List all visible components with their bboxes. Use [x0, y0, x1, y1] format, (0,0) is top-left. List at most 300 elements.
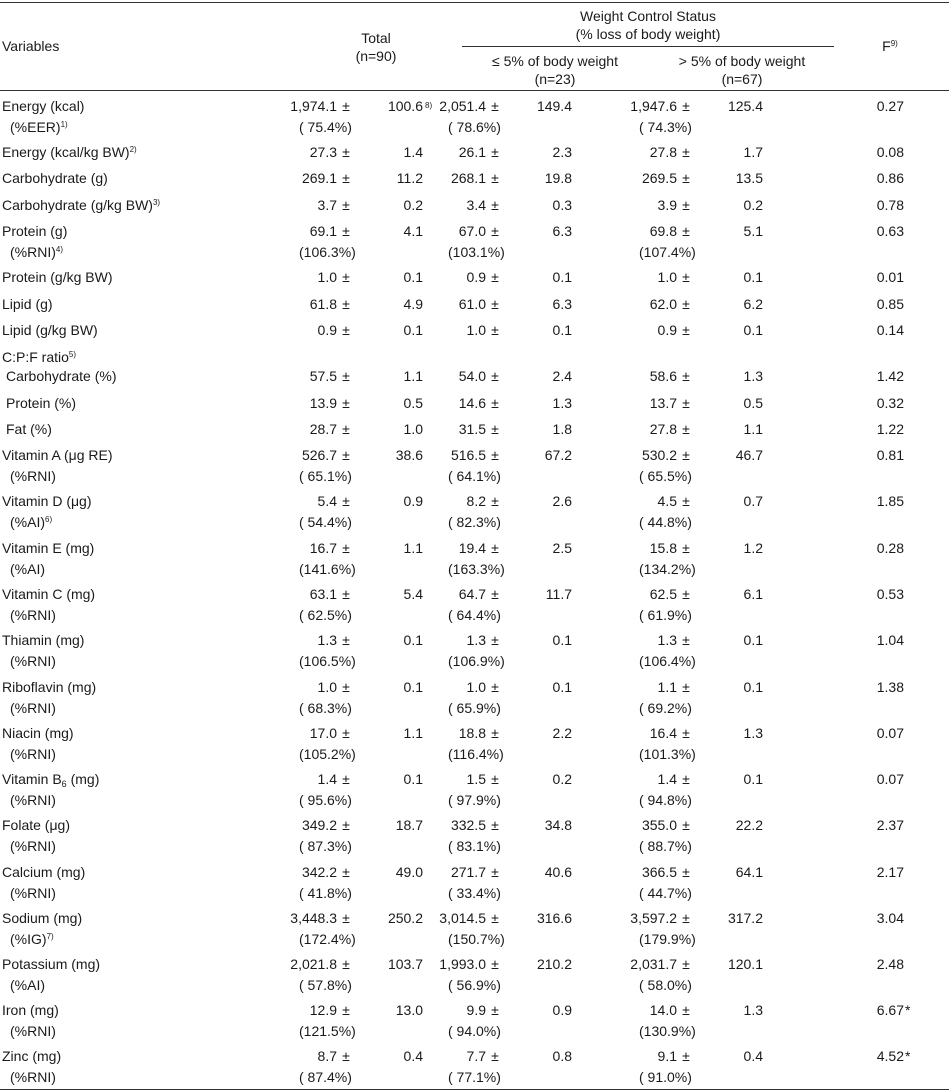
g1-percent: (150.7%)	[448, 931, 505, 947]
plus-minus-symbol: ±	[342, 864, 350, 880]
g1-percent: ( 65.9%)	[448, 700, 501, 716]
g2-mean: 0.9	[657, 322, 677, 338]
f-value: 0.28	[876, 540, 904, 556]
g2-percent: ( 94.8%)	[639, 792, 692, 808]
g2-mean: 1.4	[657, 771, 677, 787]
total-mean: 1.0	[317, 269, 337, 285]
row-sublabel	[2, 791, 56, 809]
plus-minus-symbol: ±	[342, 910, 350, 926]
row-label	[2, 97, 84, 115]
nutrient-intake-table: Variables Total (n=90) Weight Control Status (% loss of body weight) ≤ 5% of body weight (n=23) > 5% of body weight (n=67) $F^{9)}$ Energy (kcal) $(\%EER)^{1)}$ 1,974.1 ± 100.6 8) ( 75.4%) 2,051.4 ± 149.4 ( 78.6%) 1,947.6 ± 125.4 ( 74.3%) 0.27 Energy (kcal/kg BW)$^{2)}$ 27.3 ± 1.4 26.1 ± 2.3 27.8 ± 1.7 0.08 Carbohydrate (g) 269.1 ± 11.2 268.1 ± 19.8 269.5 ± 13.5 0.86 Carbohydrate (g/kg BW)$^{3)}$ 3.7 ± 0.2 3.4 ± 0.3 3.9 ± 0.2 0.78 Protein (g) $(\%RNI)^{4)}$ 69.1 ± 4.1 (106.3%) 67.0 ± 6.3 (103.1%) 69.8 ± 5.1 (107.4%) 0.63 Protein (g/kg BW) 1.0 ± 0.1 0.9 ± 0.1 1.0 ± 0.1 0.01 Lipid (g) 61.8 ± 4.9 61.0 ± 6.3 62.0 ± 6.2 0.85 Lipid (g/kg BW) 0.9 ± 0.1 1.0 ± 0.1 0.9 ± 0.1 0.14 C:P:F ratio$^{5)}$ Carbohydrate (%) 57.5 ± 1.1 54.0 ± 2.4 58.6 ± 1.3 1.42 Protein (%) 13.9 ± 0.5 14.6 ± 1.3 13.7 ± 0.5 0.32 Fat (%) 28.7 ± 1.0 31.5 ± 1.8 27.8 ± 1.1 1.22 Vitamin A (μg RE) (%RNI) 526.7 ± 38.6 ( 65.1%) 516.5 ± 67.2 ( 64.1%) 530.2 ± 46.7 ( 65.5%) 0.81 Vitamin D (μg) $(\%AI)^{6)}$ 5.4 ± 0.9 ( 54.4%) 8.2 ± 2.6 ( 82.3%) 4.5 ± 0.7 ( 44.8%) 1.85 Vitamin E (mg) (%AI) 16.7 ± 1.1 (141.6%) 19.4 ± 2.5 (163.3%) 15.8 ± 1.2 (134.2%) 0.28 Vitamin C (mg) (%RNI) 63.1 ± 5.4 ( 62.5%) 64.7 ± 11.7 ( 64.4%) 62.5 ± 6.1 ( 61.9%) 0.53 Thiamin (mg) (%RNI) 1.3 ± 0.1 (106.5%) 1.3 ± 0.1 (106.9%) 1.3 ± 0.1 (106.4%) 1.04 Riboflavin (mg) (%RNI) 1.0 ± 0.1 ( 68.3%) 1.0 ± 0.1 ( 65.9%) 1.1 ± 0.1 ( 69.2%) 1.38 Niacin (mg) (%RNI) 17.0 ± 1.1 (105.2%) 18.8 ± 2.2 (116.4%) 16.4 ± 1.3 (101.3%) 0.07 Vitamin $B_6$ (mg) (%RNI) 1.4 ± 0.1 ( 95.6%) 1.5 ± 0.2 ( 97.9%) 1.4 ± 0.1 ( 94.8%) 0.07 Folate (μg) (%RNI) 349.2 ± 18.7 ( 87.3%) 332.5 ± 34.8 ( 83.1%) 355.0 ± 22.2 ( 88.7%) 2.37 Calcium (mg) (%RNI) 342.2 ± 49.0 ( 41.8%) 271.7 ± 40.6 ( 33.4%) 366.5 ± 64.1 ( 44.7%) 2.17 Sodium (mg) $(\%IG)^{7)}$ 3,448.3 ± 250.2 (172.4%) 3,014.5 ± 316.6 (150.7%) 3,597.2 ± 317.2 (179.9%) 3.04 Potassium (mg) (%AI) 2,021.8 ± 103.7 ( 57.8%) 1,993.0 ± 210.2 ( 56.9%) 2,031.7 ± 120.1 ( 58.0%) 2.48 Iron (mg) (%RNI) 12.9 ± 13.0 (121.5%) 9.9 ± 0.9 ( 94.0%) 14.0 ± 1.3 (130.9%) 6.67 * Zinc (mg) (%RNI) 8.7 ± 0.4 ( 87.4%) 7.7 ± 0.8 ( 77.1%) 9.1 ± 0.4 ( 91.0%) 4.52 *	[0, 0, 949, 1092]
plus-minus-symbol: ±	[342, 223, 350, 239]
g1-percent: ( 94.0%)	[448, 1023, 501, 1039]
g1-percent: (116.4%)	[448, 746, 504, 762]
g1-mean: 26.1	[458, 144, 486, 160]
row-sublabel-text: (%AI)	[10, 514, 45, 530]
g1-sd: 2.3	[552, 144, 572, 160]
plus-minus-symbol: ±	[491, 771, 499, 787]
row-sublabel	[2, 1022, 56, 1040]
header-total	[316, 29, 436, 65]
plus-minus-symbol: ±	[491, 910, 499, 926]
plus-minus-symbol: ±	[491, 395, 499, 411]
total-mean: 342.2	[301, 864, 337, 880]
plus-minus-symbol: ±	[342, 1002, 350, 1018]
total-sd: 1.1	[403, 540, 423, 556]
plus-minus-symbol: ±	[342, 771, 350, 787]
row-sublabel-text: (%RNI)	[10, 885, 56, 901]
row-label-text: Calcium (mg)	[2, 864, 86, 880]
row-sublabel-footnote: 6)	[45, 515, 53, 524]
f-value: 0.07	[876, 725, 904, 741]
row-label	[2, 196, 160, 214]
row-label-text: Lipid (g/kg BW)	[2, 322, 98, 338]
g2-sd: 1.7	[743, 144, 763, 160]
g2-mean: 69.8	[649, 223, 677, 239]
header-bottom-rule	[0, 90, 949, 91]
row-label	[2, 955, 100, 973]
header-group2-n: (n=67)	[721, 71, 763, 87]
row-label-text: Vitamin B	[2, 771, 62, 787]
header-f	[870, 37, 910, 55]
plus-minus-symbol: ±	[342, 421, 350, 437]
g2-sd: 22.2	[735, 817, 763, 833]
total-sd: 1.1	[403, 725, 423, 741]
g1-mean: 1,993.0	[439, 956, 486, 972]
g1-mean: 8.2	[466, 493, 486, 509]
row-label	[2, 585, 95, 603]
g2-mean: 62.5	[649, 586, 677, 602]
row-label-text: Zinc (mg)	[2, 1048, 62, 1064]
total-sd: 0.9	[403, 493, 423, 509]
g1-sd: 19.8	[544, 170, 572, 186]
g2-percent: (179.9%)	[639, 931, 696, 947]
header-f-note: 9)	[890, 39, 898, 48]
total-sd: 0.4	[403, 1048, 423, 1064]
g1-sd: 0.1	[552, 632, 572, 648]
total-mean: 13.9	[309, 395, 337, 411]
plus-minus-symbol: ±	[342, 447, 350, 463]
plus-minus-symbol: ±	[682, 632, 690, 648]
total-sd: 0.2	[403, 197, 423, 213]
plus-minus-symbol: ±	[491, 296, 499, 312]
g2-sd: 5.1	[743, 223, 763, 239]
row-label	[2, 539, 94, 557]
row-label-text: Fat (%)	[6, 421, 52, 437]
total-sd: 1.4	[403, 144, 423, 160]
row-label-text: Carbohydrate (g)	[2, 170, 108, 186]
row-sublabel	[2, 745, 56, 763]
g2-sd: 0.7	[743, 493, 763, 509]
row-sublabel-text: (%RNI)	[10, 792, 56, 808]
total-mean: 17.0	[309, 725, 337, 741]
total-mean: 16.7	[309, 540, 337, 556]
plus-minus-symbol: ±	[491, 632, 499, 648]
header-group-label: Weight Control Status	[580, 8, 716, 24]
f-value: 0.53	[876, 586, 904, 602]
plus-minus-symbol: ±	[491, 269, 499, 285]
total-sd: 0.1	[403, 771, 423, 787]
group-rule	[462, 46, 834, 47]
plus-minus-symbol: ±	[342, 632, 350, 648]
plus-minus-symbol: ±	[342, 493, 350, 509]
g2-mean: 14.0	[649, 1002, 677, 1018]
g2-mean: 62.0	[649, 296, 677, 312]
total-sd: 38.6	[395, 447, 423, 463]
f-value: 2.48	[876, 956, 904, 972]
row-label-text: Vitamin D (μg)	[2, 493, 92, 509]
g1-mean: 268.1	[450, 170, 486, 186]
g2-sd: 64.1	[735, 864, 763, 880]
g1-sd: 2.5	[552, 540, 572, 556]
total-percent: ( 68.3%)	[299, 700, 352, 716]
plus-minus-symbol: ±	[682, 144, 690, 160]
row-label	[2, 816, 70, 834]
g1-percent: ( 82.3%)	[448, 514, 501, 530]
row-label	[2, 295, 53, 313]
g2-percent: ( 44.7%)	[639, 885, 692, 901]
f-value: 0.01	[876, 269, 904, 285]
plus-minus-symbol: ±	[491, 144, 499, 160]
total-percent: (141.6%)	[299, 561, 356, 577]
g1-sd: 1.3	[552, 395, 572, 411]
row-label	[2, 909, 82, 927]
total-percent: ( 54.4%)	[299, 514, 352, 530]
g2-sd: 0.1	[743, 269, 763, 285]
total-sd: 13.0	[395, 1002, 423, 1018]
g1-mean: 7.7	[466, 1048, 486, 1064]
g1-percent: (103.1%)	[448, 244, 505, 260]
row-sublabel	[2, 513, 52, 531]
g2-mean: 9.1	[657, 1048, 677, 1064]
row-label	[2, 268, 112, 286]
total-percent: ( 95.6%)	[299, 792, 352, 808]
header-f-label: $F^{9)}$	[882, 38, 898, 54]
significance-marker: *	[905, 1048, 911, 1064]
row-label-text: Protein (g)	[2, 223, 68, 239]
row-label-text: Thiamin (mg)	[2, 632, 85, 648]
total-percent: (106.5%)	[299, 653, 356, 669]
row-sublabel	[2, 884, 56, 902]
g1-sd: 1.8	[552, 421, 572, 437]
g1-sd: 2.4	[552, 368, 572, 384]
plus-minus-symbol: ±	[682, 1002, 690, 1018]
row-label-footnote: 2)	[129, 145, 137, 154]
g2-sd: 6.1	[743, 586, 763, 602]
plus-minus-symbol: ±	[491, 170, 499, 186]
f-value: 0.81	[876, 447, 904, 463]
plus-minus-symbol: ±	[682, 170, 690, 186]
row-sublabel	[2, 976, 45, 994]
header-variables: Variables	[2, 38, 60, 54]
total-percent: ( 87.4%)	[299, 1069, 352, 1085]
row-sublabel-text: (%RNI)	[10, 607, 56, 623]
g2-mean: 530.2	[641, 447, 677, 463]
f-value: 0.14	[876, 322, 904, 338]
g1-sd: 11.7	[545, 586, 572, 602]
row-label-text: Iron (mg)	[2, 1002, 59, 1018]
plus-minus-symbol: ±	[491, 493, 499, 509]
g1-percent: ( 33.4%)	[448, 885, 501, 901]
total-percent: ( 62.5%)	[299, 607, 352, 623]
g2-sd: 46.7	[735, 447, 763, 463]
g2-percent: ( 91.0%)	[639, 1069, 692, 1085]
row-sublabel	[2, 930, 54, 948]
row-label	[2, 420, 52, 438]
header-group1	[470, 52, 640, 88]
g2-sd: 0.1	[743, 771, 763, 787]
g1-mean: 3,014.5	[439, 910, 486, 926]
g2-percent: ( 74.3%)	[639, 119, 692, 135]
f-value: 4.52	[876, 1048, 904, 1064]
g2-percent: (106.4%)	[639, 653, 696, 669]
g2-sd: 0.1	[743, 322, 763, 338]
plus-minus-symbol: ±	[342, 269, 350, 285]
row-label-footnote: 3)	[152, 198, 161, 207]
f-value: 0.63	[876, 223, 904, 239]
g2-percent: (134.2%)	[639, 561, 696, 577]
total-mean: 1.3	[317, 632, 337, 648]
total-mean: 2,021.8	[290, 956, 337, 972]
g1-sd: 2.2	[552, 725, 572, 741]
plus-minus-symbol: ±	[491, 1048, 499, 1064]
row-sublabel	[2, 837, 56, 855]
total-mean: 1,974.1	[290, 98, 337, 114]
f-value: 2.37	[876, 817, 904, 833]
plus-minus-symbol: ±	[491, 98, 499, 114]
row-sublabel	[2, 118, 68, 136]
g2-mean: 1.0	[657, 269, 677, 285]
total-sd: 4.1	[403, 223, 423, 239]
g2-sd: 1.3	[743, 725, 763, 741]
row-label	[2, 1047, 61, 1065]
plus-minus-symbol: ±	[491, 1002, 499, 1018]
row-label-tail: (mg)	[66, 771, 100, 787]
row-sublabel	[2, 1068, 56, 1086]
plus-minus-symbol: ±	[682, 421, 690, 437]
f-value: 1.04	[876, 632, 904, 648]
total-mean: 12.9	[309, 1002, 337, 1018]
g1-sd: 40.6	[544, 864, 572, 880]
row-label-text: Lipid (g)	[2, 296, 53, 312]
row-label-text: Folate (μg)	[2, 817, 70, 833]
significance-marker: *	[905, 1002, 911, 1018]
g1-sd: 6.3	[552, 296, 572, 312]
f-value: 0.85	[876, 296, 904, 312]
f-value: 1.42	[876, 368, 904, 384]
top-rule	[0, 2, 949, 3]
total-percent: (172.4%)	[299, 931, 356, 947]
total-sd: 1.0	[403, 421, 423, 437]
g1-sd: 0.9	[552, 1002, 572, 1018]
g1-mean: 18.8	[458, 725, 486, 741]
g1-mean: 54.0	[458, 368, 486, 384]
total-sd: 5.4	[403, 586, 423, 602]
g1-mean: 271.7	[450, 864, 486, 880]
plus-minus-symbol: ±	[491, 864, 499, 880]
g1-sd: 34.8	[544, 817, 572, 833]
row-label	[2, 631, 84, 649]
plus-minus-symbol: ±	[491, 540, 499, 556]
g2-sd: 13.5	[735, 170, 763, 186]
g1-mean: 3.4	[466, 197, 486, 213]
plus-minus-symbol: ±	[491, 223, 499, 239]
g1-sd: 67.2	[544, 447, 572, 463]
g2-sd: 1.3	[743, 1002, 763, 1018]
row-sublabel-text: (%RNI)	[10, 244, 56, 260]
g1-sd: 149.4	[536, 98, 572, 114]
total-sd: 18.7	[395, 817, 423, 833]
plus-minus-symbol: ±	[342, 817, 350, 833]
total-mean: 1.4	[317, 771, 337, 787]
g1-mean: 61.0	[458, 296, 486, 312]
row-sublabel-text: (%RNI)	[10, 1023, 56, 1039]
row-label-text: Protein (%)	[6, 395, 77, 411]
row-label	[2, 222, 67, 240]
g1-percent: ( 64.1%)	[448, 468, 501, 484]
g1-mean: 1.5	[466, 771, 486, 787]
row-sublabel-footnote: 4)	[55, 245, 64, 254]
total-percent: ( 57.8%)	[299, 977, 352, 993]
g2-percent: ( 65.5%)	[639, 468, 692, 484]
g1-percent: ( 78.6%)	[448, 119, 501, 135]
bottom-rule	[0, 1089, 949, 1090]
plus-minus-symbol: ±	[682, 725, 690, 741]
header-group1-label: ≤ 5% of body weight	[492, 53, 618, 69]
header-group2	[658, 52, 826, 88]
row-label	[2, 446, 113, 464]
plus-minus-symbol: ±	[682, 771, 690, 787]
plus-minus-symbol: ±	[491, 725, 499, 741]
g1-percent: ( 83.1%)	[448, 838, 501, 854]
total-mean: 3,448.3	[290, 910, 337, 926]
total-mean: 526.7	[301, 447, 337, 463]
g2-sd: 125.4	[727, 98, 763, 114]
row-label	[2, 724, 74, 742]
plus-minus-symbol: ±	[342, 725, 350, 741]
header-group-sub: (% loss of body weight)	[575, 26, 721, 42]
total-sd: 11.2	[396, 170, 423, 186]
row-label	[2, 143, 137, 161]
f-value: 0.86	[876, 170, 904, 186]
g2-mean: 27.8	[649, 144, 677, 160]
g1-sd: 0.3	[552, 197, 572, 213]
g1-mean: 64.7	[458, 586, 486, 602]
f-value: 6.67	[876, 1002, 904, 1018]
g1-mean: 332.5	[450, 817, 486, 833]
g2-mean: 355.0	[641, 817, 677, 833]
g1-percent: (163.3%)	[448, 561, 505, 577]
plus-minus-symbol: ±	[342, 395, 350, 411]
total-sd: 0.5	[403, 395, 423, 411]
row-label	[2, 863, 85, 881]
row-sublabel-text: (%RNI)	[10, 838, 56, 854]
g2-mean: 13.7	[649, 395, 677, 411]
total-percent: (121.5%)	[299, 1023, 356, 1039]
f-value: 0.27	[876, 98, 904, 114]
plus-minus-symbol: ±	[342, 1048, 350, 1064]
row-sublabel-footnote: 1)	[60, 120, 68, 129]
row-sublabel-text: (%RNI)	[10, 653, 56, 669]
row-sublabel	[2, 652, 56, 670]
g2-mean: 16.4	[649, 725, 677, 741]
plus-minus-symbol: ±	[342, 586, 350, 602]
total-mean: 8.7	[317, 1048, 337, 1064]
g2-sd: 120.1	[727, 956, 763, 972]
row-sublabel-text: (%AI)	[10, 561, 45, 577]
g2-percent: (130.9%)	[639, 1023, 696, 1039]
g1-sd: 6.3	[552, 223, 572, 239]
g1-mean: 31.5	[458, 421, 486, 437]
plus-minus-symbol: ±	[682, 493, 690, 509]
row-label	[2, 348, 76, 366]
f-value: 1.38	[876, 679, 904, 695]
g1-sd: 210.2	[536, 956, 572, 972]
g1-percent: ( 77.1%)	[448, 1069, 501, 1085]
plus-minus-symbol: ±	[682, 864, 690, 880]
row-sublabel-text: (%AI)	[10, 977, 45, 993]
row-label-text: Protein (g/kg BW)	[2, 269, 113, 285]
plus-minus-symbol: ±	[491, 322, 499, 338]
plus-minus-symbol: ±	[491, 679, 499, 695]
total-mean: 349.2	[301, 817, 337, 833]
row-sublabel	[2, 467, 56, 485]
total-mean: 269.1	[301, 170, 337, 186]
plus-minus-symbol: ±	[682, 368, 690, 384]
total-sd: 0.1	[403, 679, 423, 695]
total-mean: 57.5	[309, 368, 337, 384]
total-mean: 61.8	[309, 296, 337, 312]
plus-minus-symbol: ±	[342, 98, 350, 114]
total-percent: ( 87.3%)	[299, 838, 352, 854]
header-group2-label: > 5% of body weight	[678, 53, 806, 69]
g1-mean: 1.3	[466, 632, 486, 648]
row-label-footnote: 5)	[68, 350, 77, 359]
g2-percent: (101.3%)	[639, 746, 696, 762]
g2-percent: ( 44.8%)	[639, 514, 692, 530]
total-sd: 0.1	[403, 269, 423, 285]
g2-mean: 2,031.7	[630, 956, 677, 972]
row-sublabel-text: (%RNI)	[10, 468, 56, 484]
plus-minus-symbol: ±	[342, 956, 350, 972]
plus-minus-symbol: ±	[491, 421, 499, 437]
g1-mean: 1.0	[466, 679, 486, 695]
row-label	[2, 321, 98, 339]
row-label	[2, 394, 76, 412]
row-sublabel-text: (%RNI)	[10, 1069, 56, 1085]
g2-sd: 1.1	[743, 421, 763, 437]
total-sd: 0.1	[403, 632, 423, 648]
f-value: 0.07	[876, 771, 904, 787]
row-label	[2, 678, 96, 696]
plus-minus-symbol: ±	[682, 447, 690, 463]
total-sd: 1.1	[403, 368, 423, 384]
total-sd: 250.2	[387, 910, 423, 926]
total-percent: ( 75.4%)	[299, 119, 352, 135]
g2-mean: 1,947.6	[630, 98, 677, 114]
total-mean: 0.9	[317, 322, 337, 338]
row-label	[2, 367, 117, 385]
row-sublabel	[2, 243, 63, 261]
header-group1-n: (n=23)	[534, 71, 576, 87]
g2-percent: ( 61.9%)	[639, 607, 692, 623]
plus-minus-symbol: ±	[682, 197, 690, 213]
g2-percent: ( 88.7%)	[639, 838, 692, 854]
total-mean: 1.0	[317, 679, 337, 695]
g2-sd: 0.2	[743, 197, 763, 213]
g1-sd: 2.6	[552, 493, 572, 509]
g1-mean: 67.0	[458, 223, 486, 239]
plus-minus-symbol: ±	[491, 447, 499, 463]
